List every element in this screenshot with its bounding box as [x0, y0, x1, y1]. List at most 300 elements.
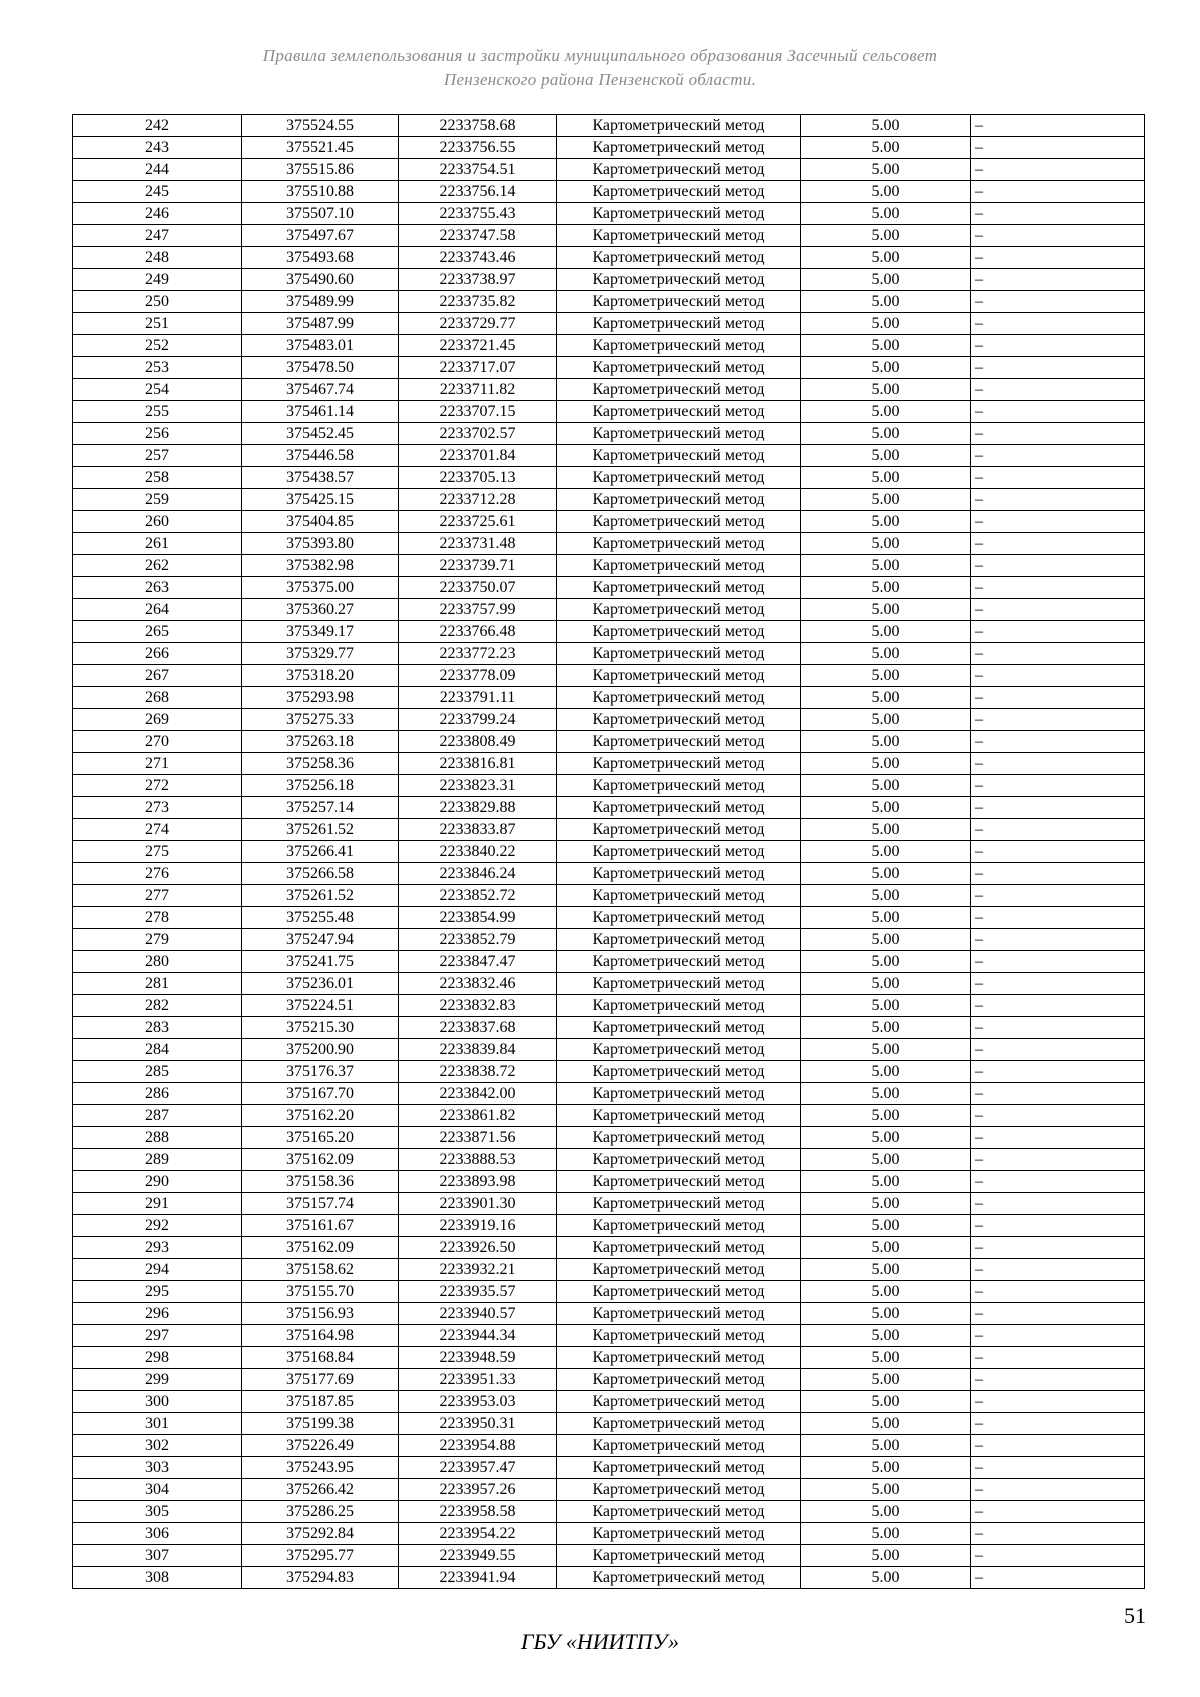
x-coordinate-cell: 375425.15 [242, 489, 399, 511]
accuracy-cell: 5.00 [801, 511, 971, 533]
note-cell: – [971, 533, 1145, 555]
note-cell: – [971, 1303, 1145, 1325]
accuracy-cell: 5.00 [801, 379, 971, 401]
table-row [73, 313, 1145, 335]
table-row [73, 1193, 1145, 1215]
y-coordinate-cell: 2233852.72 [399, 885, 557, 907]
x-coordinate-cell: 375524.55 [242, 115, 399, 137]
x-coordinate-cell: 375261.52 [242, 819, 399, 841]
point-number-cell: 251 [73, 313, 242, 335]
point-number-cell: 268 [73, 687, 242, 709]
y-coordinate-cell: 2233839.84 [399, 1039, 557, 1061]
y-coordinate-cell: 2233893.98 [399, 1171, 557, 1193]
table-row [73, 401, 1145, 423]
point-number-cell: 245 [73, 181, 242, 203]
y-coordinate-cell: 2233725.61 [399, 511, 557, 533]
table-row [73, 225, 1145, 247]
y-coordinate-cell: 2233852.79 [399, 929, 557, 951]
note-cell: – [971, 1017, 1145, 1039]
accuracy-cell: 5.00 [801, 1325, 971, 1347]
accuracy-cell: 5.00 [801, 181, 971, 203]
accuracy-cell: 5.00 [801, 203, 971, 225]
method-cell: Картометрический метод [557, 335, 801, 357]
note-cell: – [971, 1391, 1145, 1413]
table-row [73, 467, 1145, 489]
x-coordinate-cell: 375478.50 [242, 357, 399, 379]
note-cell: – [971, 1435, 1145, 1457]
table-row [73, 423, 1145, 445]
method-cell: Картометрический метод [557, 1061, 801, 1083]
note-cell: – [971, 753, 1145, 775]
note-cell: – [971, 247, 1145, 269]
note-cell: – [971, 929, 1145, 951]
table-row [73, 1127, 1145, 1149]
note-cell: – [971, 621, 1145, 643]
y-coordinate-cell: 2233944.34 [399, 1325, 557, 1347]
accuracy-cell: 5.00 [801, 1523, 971, 1545]
x-coordinate-cell: 375215.30 [242, 1017, 399, 1039]
x-coordinate-cell: 375257.14 [242, 797, 399, 819]
table-row [73, 1501, 1145, 1523]
method-cell: Картометрический метод [557, 1523, 801, 1545]
method-cell: Картометрический метод [557, 225, 801, 247]
point-number-cell: 281 [73, 973, 242, 995]
accuracy-cell: 5.00 [801, 577, 971, 599]
x-coordinate-cell: 375461.14 [242, 401, 399, 423]
point-number-cell: 286 [73, 1083, 242, 1105]
method-cell: Картометрический метод [557, 819, 801, 841]
table-row [73, 753, 1145, 775]
method-cell: Картометрический метод [557, 1171, 801, 1193]
method-cell: Картометрический метод [557, 357, 801, 379]
accuracy-cell: 5.00 [801, 907, 971, 929]
y-coordinate-cell: 2233926.50 [399, 1237, 557, 1259]
accuracy-cell: 5.00 [801, 423, 971, 445]
point-number-cell: 254 [73, 379, 242, 401]
point-number-cell: 296 [73, 1303, 242, 1325]
table-row [73, 1259, 1145, 1281]
note-cell: – [971, 863, 1145, 885]
x-coordinate-cell: 375165.20 [242, 1127, 399, 1149]
point-number-cell: 260 [73, 511, 242, 533]
y-coordinate-cell: 2233743.46 [399, 247, 557, 269]
y-coordinate-cell: 2233838.72 [399, 1061, 557, 1083]
note-cell: – [971, 555, 1145, 577]
method-cell: Картометрический метод [557, 291, 801, 313]
x-coordinate-cell: 375446.58 [242, 445, 399, 467]
y-coordinate-cell: 2233747.58 [399, 225, 557, 247]
y-coordinate-cell: 2233951.33 [399, 1369, 557, 1391]
note-cell: – [971, 467, 1145, 489]
method-cell: Картометрический метод [557, 555, 801, 577]
accuracy-cell: 5.00 [801, 1061, 971, 1083]
method-cell: Картометрический метод [557, 1127, 801, 1149]
method-cell: Картометрический метод [557, 995, 801, 1017]
note-cell: – [971, 225, 1145, 247]
y-coordinate-cell: 2233957.26 [399, 1479, 557, 1501]
x-coordinate-cell: 375266.58 [242, 863, 399, 885]
point-number-cell: 247 [73, 225, 242, 247]
x-coordinate-cell: 375258.36 [242, 753, 399, 775]
method-cell: Картометрический метод [557, 907, 801, 929]
point-number-cell: 264 [73, 599, 242, 621]
x-coordinate-cell: 375286.25 [242, 1501, 399, 1523]
point-number-cell: 262 [73, 555, 242, 577]
table-row [73, 973, 1145, 995]
x-coordinate-cell: 375236.01 [242, 973, 399, 995]
accuracy-cell: 5.00 [801, 401, 971, 423]
method-cell: Картометрический метод [557, 731, 801, 753]
x-coordinate-cell: 375162.09 [242, 1149, 399, 1171]
x-coordinate-cell: 375156.93 [242, 1303, 399, 1325]
method-cell: Картометрический метод [557, 1215, 801, 1237]
x-coordinate-cell: 375226.49 [242, 1435, 399, 1457]
note-cell: – [971, 313, 1145, 335]
point-number-cell: 274 [73, 819, 242, 841]
method-cell: Картометрический метод [557, 1017, 801, 1039]
point-number-cell: 261 [73, 533, 242, 555]
point-number-cell: 299 [73, 1369, 242, 1391]
method-cell: Картометрический метод [557, 577, 801, 599]
table-row [73, 1149, 1145, 1171]
point-number-cell: 271 [73, 753, 242, 775]
method-cell: Картометрический метод [557, 1149, 801, 1171]
x-coordinate-cell: 375263.18 [242, 731, 399, 753]
point-number-cell: 278 [73, 907, 242, 929]
method-cell: Картометрический метод [557, 797, 801, 819]
point-number-cell: 258 [73, 467, 242, 489]
x-coordinate-cell: 375255.48 [242, 907, 399, 929]
point-number-cell: 259 [73, 489, 242, 511]
method-cell: Картометрический метод [557, 467, 801, 489]
table-row [73, 687, 1145, 709]
note-cell: – [971, 181, 1145, 203]
point-number-cell: 266 [73, 643, 242, 665]
y-coordinate-cell: 2233833.87 [399, 819, 557, 841]
y-coordinate-cell: 2233711.82 [399, 379, 557, 401]
y-coordinate-cell: 2233705.13 [399, 467, 557, 489]
x-coordinate-cell: 375483.01 [242, 335, 399, 357]
point-number-cell: 257 [73, 445, 242, 467]
note-cell: – [971, 1501, 1145, 1523]
y-coordinate-cell: 2233766.48 [399, 621, 557, 643]
y-coordinate-cell: 2233823.31 [399, 775, 557, 797]
x-coordinate-cell: 375329.77 [242, 643, 399, 665]
method-cell: Картометрический метод [557, 379, 801, 401]
x-coordinate-cell: 375243.95 [242, 1457, 399, 1479]
table-row [73, 1369, 1145, 1391]
accuracy-cell: 5.00 [801, 313, 971, 335]
coordinates-table-body [73, 115, 1145, 1589]
point-number-cell: 273 [73, 797, 242, 819]
method-cell: Картометрический метод [557, 1281, 801, 1303]
y-coordinate-cell: 2233842.00 [399, 1083, 557, 1105]
point-number-cell: 256 [73, 423, 242, 445]
accuracy-cell: 5.00 [801, 1259, 971, 1281]
table-row [73, 1479, 1145, 1501]
point-number-cell: 288 [73, 1127, 242, 1149]
y-coordinate-cell: 2233940.57 [399, 1303, 557, 1325]
method-cell: Картометрический метод [557, 423, 801, 445]
y-coordinate-cell: 2233757.99 [399, 599, 557, 621]
note-cell: – [971, 489, 1145, 511]
y-coordinate-cell: 2233717.07 [399, 357, 557, 379]
y-coordinate-cell: 2233755.43 [399, 203, 557, 225]
method-cell: Картометрический метод [557, 1413, 801, 1435]
point-number-cell: 249 [73, 269, 242, 291]
table-row [73, 1171, 1145, 1193]
x-coordinate-cell: 375452.45 [242, 423, 399, 445]
point-number-cell: 290 [73, 1171, 242, 1193]
accuracy-cell: 5.00 [801, 335, 971, 357]
point-number-cell: 307 [73, 1545, 242, 1567]
method-cell: Картометрический метод [557, 665, 801, 687]
method-cell: Картометрический метод [557, 1039, 801, 1061]
note-cell: – [971, 951, 1145, 973]
table-row [73, 533, 1145, 555]
accuracy-cell: 5.00 [801, 753, 971, 775]
accuracy-cell: 5.00 [801, 489, 971, 511]
note-cell: – [971, 1083, 1145, 1105]
note-cell: – [971, 1237, 1145, 1259]
y-coordinate-cell: 2233702.57 [399, 423, 557, 445]
y-coordinate-cell: 2233829.88 [399, 797, 557, 819]
table-row [73, 621, 1145, 643]
accuracy-cell: 5.00 [801, 775, 971, 797]
x-coordinate-cell: 375261.52 [242, 885, 399, 907]
table-row [73, 797, 1145, 819]
table-row [73, 1567, 1145, 1589]
x-coordinate-cell: 375199.38 [242, 1413, 399, 1435]
table-row [73, 1083, 1145, 1105]
point-number-cell: 253 [73, 357, 242, 379]
y-coordinate-cell: 2233861.82 [399, 1105, 557, 1127]
y-coordinate-cell: 2233954.88 [399, 1435, 557, 1457]
y-coordinate-cell: 2233837.68 [399, 1017, 557, 1039]
table-row [73, 1215, 1145, 1237]
point-number-cell: 243 [73, 137, 242, 159]
x-coordinate-cell: 375241.75 [242, 951, 399, 973]
note-cell: – [971, 203, 1145, 225]
point-number-cell: 298 [73, 1347, 242, 1369]
accuracy-cell: 5.00 [801, 1479, 971, 1501]
accuracy-cell: 5.00 [801, 665, 971, 687]
accuracy-cell: 5.00 [801, 1105, 971, 1127]
table-row [73, 379, 1145, 401]
y-coordinate-cell: 2233847.47 [399, 951, 557, 973]
table-row [73, 863, 1145, 885]
point-number-cell: 308 [73, 1567, 242, 1589]
y-coordinate-cell: 2233756.14 [399, 181, 557, 203]
accuracy-cell: 5.00 [801, 555, 971, 577]
note-cell: – [971, 1039, 1145, 1061]
note-cell: – [971, 643, 1145, 665]
method-cell: Картометрический метод [557, 1567, 801, 1589]
x-coordinate-cell: 375490.60 [242, 269, 399, 291]
note-cell: – [971, 511, 1145, 533]
page-header [0, 44, 1200, 92]
table-row [73, 1281, 1145, 1303]
y-coordinate-cell: 2233721.45 [399, 335, 557, 357]
method-cell: Картометрический метод [557, 489, 801, 511]
x-coordinate-cell: 375292.84 [242, 1523, 399, 1545]
method-cell: Картометрический метод [557, 709, 801, 731]
note-cell: – [971, 357, 1145, 379]
y-coordinate-cell: 2233840.22 [399, 841, 557, 863]
note-cell: – [971, 907, 1145, 929]
page-footer: ГБУ «НИИТПУ» [520, 1629, 680, 1654]
note-cell: – [971, 379, 1145, 401]
method-cell: Картометрический метод [557, 1237, 801, 1259]
x-coordinate-cell: 375275.33 [242, 709, 399, 731]
table-row [73, 929, 1145, 951]
point-number-cell: 280 [73, 951, 242, 973]
x-coordinate-cell: 375521.45 [242, 137, 399, 159]
table-row [73, 335, 1145, 357]
note-cell: – [971, 687, 1145, 709]
accuracy-cell: 5.00 [801, 1127, 971, 1149]
x-coordinate-cell: 375266.42 [242, 1479, 399, 1501]
point-number-cell: 283 [73, 1017, 242, 1039]
note-cell: – [971, 1545, 1145, 1567]
y-coordinate-cell: 2233954.22 [399, 1523, 557, 1545]
x-coordinate-cell: 375176.37 [242, 1061, 399, 1083]
table-row [73, 445, 1145, 467]
y-coordinate-cell: 2233754.51 [399, 159, 557, 181]
y-coordinate-cell: 2233935.57 [399, 1281, 557, 1303]
method-cell: Картометрический метод [557, 1501, 801, 1523]
accuracy-cell: 5.00 [801, 709, 971, 731]
x-coordinate-cell: 375507.10 [242, 203, 399, 225]
accuracy-cell: 5.00 [801, 1237, 971, 1259]
method-cell: Картометрический метод [557, 137, 801, 159]
accuracy-cell: 5.00 [801, 819, 971, 841]
point-number-cell: 295 [73, 1281, 242, 1303]
point-number-cell: 306 [73, 1523, 242, 1545]
x-coordinate-cell: 375489.99 [242, 291, 399, 313]
method-cell: Картометрический метод [557, 973, 801, 995]
coordinates-table [72, 114, 1145, 1589]
x-coordinate-cell: 375162.20 [242, 1105, 399, 1127]
method-cell: Картометрический метод [557, 115, 801, 137]
table-row [73, 1039, 1145, 1061]
accuracy-cell: 5.00 [801, 1457, 971, 1479]
point-number-cell: 265 [73, 621, 242, 643]
y-coordinate-cell: 2233950.31 [399, 1413, 557, 1435]
table-row [73, 489, 1145, 511]
x-coordinate-cell: 375164.98 [242, 1325, 399, 1347]
accuracy-cell: 5.00 [801, 1369, 971, 1391]
note-cell: – [971, 1479, 1145, 1501]
y-coordinate-cell: 2233949.55 [399, 1545, 557, 1567]
y-coordinate-cell: 2233707.15 [399, 401, 557, 423]
note-cell: – [971, 1457, 1145, 1479]
method-cell: Картометрический метод [557, 203, 801, 225]
point-number-cell: 269 [73, 709, 242, 731]
x-coordinate-cell: 375404.85 [242, 511, 399, 533]
method-cell: Картометрический метод [557, 775, 801, 797]
y-coordinate-cell: 2233791.11 [399, 687, 557, 709]
point-number-cell: 263 [73, 577, 242, 599]
method-cell: Картометрический метод [557, 951, 801, 973]
method-cell: Картометрический метод [557, 687, 801, 709]
note-cell: – [971, 841, 1145, 863]
y-coordinate-cell: 2233846.24 [399, 863, 557, 885]
note-cell: – [971, 335, 1145, 357]
method-cell: Картометрический метод [557, 929, 801, 951]
table-row [73, 181, 1145, 203]
y-coordinate-cell: 2233808.49 [399, 731, 557, 753]
method-cell: Картометрический метод [557, 247, 801, 269]
note-cell: – [971, 797, 1145, 819]
y-coordinate-cell: 2233957.47 [399, 1457, 557, 1479]
table-row [73, 951, 1145, 973]
y-coordinate-cell: 2233919.16 [399, 1215, 557, 1237]
table-row [73, 1017, 1145, 1039]
point-number-cell: 277 [73, 885, 242, 907]
x-coordinate-cell: 375200.90 [242, 1039, 399, 1061]
point-number-cell: 289 [73, 1149, 242, 1171]
x-coordinate-cell: 375375.00 [242, 577, 399, 599]
accuracy-cell: 5.00 [801, 1501, 971, 1523]
point-number-cell: 297 [73, 1325, 242, 1347]
accuracy-cell: 5.00 [801, 885, 971, 907]
table-row [73, 1523, 1145, 1545]
accuracy-cell: 5.00 [801, 247, 971, 269]
accuracy-cell: 5.00 [801, 445, 971, 467]
note-cell: – [971, 1193, 1145, 1215]
note-cell: – [971, 1149, 1145, 1171]
note-cell: – [971, 1171, 1145, 1193]
note-cell: – [971, 1281, 1145, 1303]
table-row [73, 137, 1145, 159]
method-cell: Картометрический метод [557, 1479, 801, 1501]
point-number-cell: 291 [73, 1193, 242, 1215]
method-cell: Картометрический метод [557, 1369, 801, 1391]
table-row [73, 731, 1145, 753]
accuracy-cell: 5.00 [801, 159, 971, 181]
note-cell: – [971, 401, 1145, 423]
accuracy-cell: 5.00 [801, 1171, 971, 1193]
note-cell: – [971, 1567, 1145, 1589]
table-row [73, 511, 1145, 533]
note-cell: – [971, 885, 1145, 907]
point-number-cell: 244 [73, 159, 242, 181]
x-coordinate-cell: 375295.77 [242, 1545, 399, 1567]
x-coordinate-cell: 375467.74 [242, 379, 399, 401]
point-number-cell: 255 [73, 401, 242, 423]
note-cell: – [971, 269, 1145, 291]
method-cell: Картометрический метод [557, 159, 801, 181]
y-coordinate-cell: 2233888.53 [399, 1149, 557, 1171]
note-cell: – [971, 1127, 1145, 1149]
table-row [73, 819, 1145, 841]
y-coordinate-cell: 2233832.83 [399, 995, 557, 1017]
accuracy-cell: 5.00 [801, 269, 971, 291]
table-row [73, 577, 1145, 599]
accuracy-cell: 5.00 [801, 1435, 971, 1457]
note-cell: – [971, 1523, 1145, 1545]
accuracy-cell: 5.00 [801, 995, 971, 1017]
method-cell: Картометрический метод [557, 1259, 801, 1281]
table-row [73, 907, 1145, 929]
note-cell: – [971, 709, 1145, 731]
table-row [73, 665, 1145, 687]
method-cell: Картометрический метод [557, 1193, 801, 1215]
x-coordinate-cell: 375224.51 [242, 995, 399, 1017]
accuracy-cell: 5.00 [801, 973, 971, 995]
method-cell: Картометрический метод [557, 401, 801, 423]
